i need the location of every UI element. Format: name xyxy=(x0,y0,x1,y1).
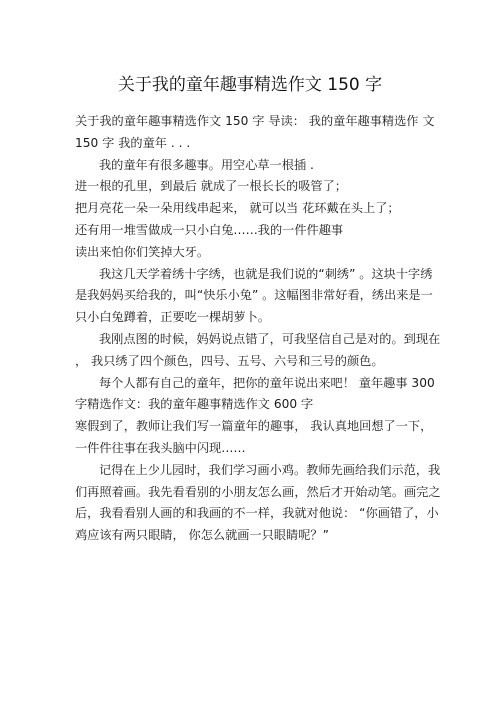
text-line: 只小白兔蹲着，正要吃一棵胡萝卜。 xyxy=(75,310,270,325)
text-line: 鸡应该有两只眼睛， 你怎么就画一只眼睛呢？” xyxy=(75,528,329,543)
text-line: 我刚点图的时候，妈妈说点错了，可我坚信自己是对的。到现在 xyxy=(99,331,441,346)
text-line: 寒假到了，教师让我们写一篇童年的趣事， 我认真地回想了一下， xyxy=(75,419,433,434)
document-body xyxy=(75,111,441,547)
text-line: 进一根的孔里，到最后 就成了一根长长的吸管了； xyxy=(75,179,347,194)
text-line: ， 我只绣了四个颜色，四号、五号、六号和三号的颜色。 xyxy=(75,353,384,368)
text-line: 记得在上少儿园时，我们学习画小鸡。教师先画给我们示范，我 xyxy=(99,462,441,477)
text-line: 一件件往事在我头脑中闪现…… xyxy=(75,440,246,455)
text-line: 字精选作文：我的童年趣事精选作文 600 字 xyxy=(75,397,314,412)
text-line: 是我妈妈买给我的，叫“快乐小兔” 。这幅图非常好看，绣出来是一 xyxy=(75,288,433,303)
text-line: 关于我的童年趣事精选作文 150 字 导读： 我的童年趣事精选作 文 xyxy=(75,114,435,128)
text-line: 我的童年有很多趣事。用空心草一根插 . xyxy=(99,157,314,172)
text-line: 150 字 我的童年 . . . xyxy=(75,135,191,150)
text-line: 把月亮花一朵一朵用线串起来， 就可以当 花环戴在头上了； xyxy=(75,201,400,216)
text-line: 每个人都有自己的童年，把你的童年说出来吧！ 童年趣事 300 xyxy=(99,375,435,390)
text-line: 后，我看看别人画的和我画的不一样，我就对他说： “你画错了，小 xyxy=(75,506,439,521)
document-title: 关于我的童年趣事精选作文 150 字 xyxy=(117,75,383,95)
text-line: 我这几天学着绣十字绣，也就是我们说的“刺绣” 。这块十字绣 xyxy=(99,266,433,281)
text-line: 读出来怕你们笑掉大牙。 xyxy=(75,244,210,259)
text-line: 还有用一堆雪做成一只小白兔……我的一件件趣事 xyxy=(75,222,344,237)
text-line: 们再照着画。我先看看别的小朋友怎么画，然后才开始动笔。画完之 xyxy=(75,484,441,499)
